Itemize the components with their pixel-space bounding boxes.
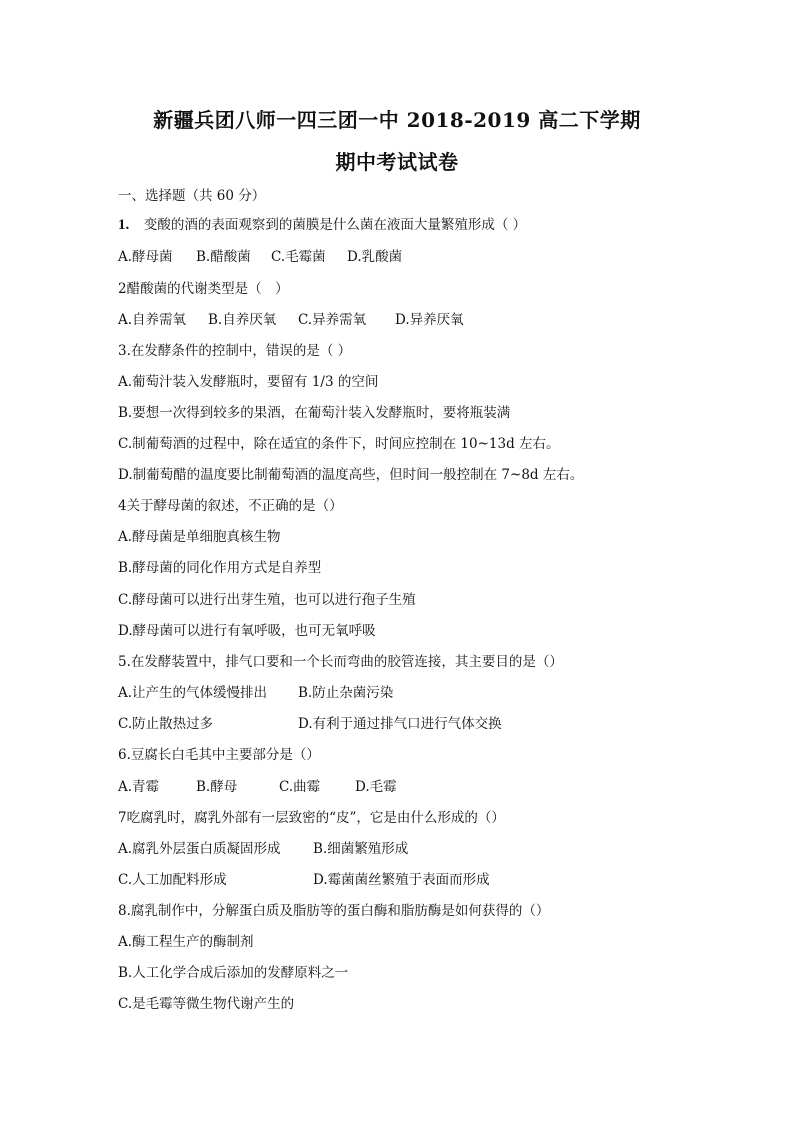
question-4-stem: 4关于酵母菌的叙述，不正确的是（） [118,498,343,514]
question-8-option-b: B.人工化学合成后添加的发酵原料之一 [118,965,349,981]
question-8-stem: 8.腐乳制作中，分解蛋白质及脂肪等的蛋白酶和脂肪酶是如何获得的（） [118,903,550,919]
question-7-option-d: D.霉菌菌丝繁殖于表面而形成 [313,872,490,888]
question-1-option-a: A.酵母菌 [118,249,173,265]
question-2-options [118,311,464,329]
question-5-stem: 5.在发酵装置中，排气口要和一个长而弯曲的胶管连接，其主要目的是（） [118,654,563,670]
question-1-option-c: C.毛霉菌 [271,249,326,265]
question-2-option-b: B.自养厌氧 [208,312,277,328]
question-1-option-d: D.乳酸菌 [347,249,403,265]
question-6-stem: 6.豆腐长白毛其中主要部分是（） [118,747,320,763]
question-1-stem: 变酸的酒的表面观察到的菌膜是什么菌在液面大量繁殖形成（ ） [143,217,527,233]
question-8-option-a: A.酶工程生产的酶制剂 [118,934,254,950]
question-3-option-c: C.制葡萄酒的过程中，除在适宜的条件下，时间应控制在 10~13d 左右。 [118,436,560,452]
question-3-option-a: A.葡萄汁装入发酵瓶时，要留有 1/3 的空间 [118,374,379,390]
question-7-option-c: C.人工加配料形成 [118,872,227,888]
question-2-stem: 2醋酸菌的代谢类型是（ ） [118,281,289,297]
question-7-option-a: A.腐乳外层蛋白质凝固形成 [118,841,281,857]
question-1-stem-row [118,216,526,234]
question-2-option-d: D.异养厌氧 [395,312,464,328]
question-6-option-d: D.毛霉 [355,779,397,795]
question-5-option-c: C.防止散热过多 [118,716,214,732]
question-5-options-row1 [118,684,393,702]
question-4-option-a: A.酵母菌是单细胞真核生物 [118,529,281,545]
question-6-option-b: B.酵母 [196,779,238,795]
question-7-option-b: B.细菌繁殖形成 [313,841,409,857]
question-3-option-b: B.要想一次得到较多的果酒，在葡萄汁装入发酵瓶时，要将瓶装满 [118,405,511,421]
question-4-option-b: B.酵母菌的同化作用方式是自养型 [118,560,322,576]
question-5-options-row2 [118,715,502,733]
question-6-options [118,778,397,796]
question-5-option-a: A.让产生的气体缓慢排出 [118,685,268,701]
section-heading: 一、选择题（共 60 分） [118,188,266,204]
question-8-option-c: C.是毛霉等微生物代谢产生的 [118,996,295,1012]
exam-title-line2: 期中考试试卷 [335,150,459,174]
question-7-options-row1 [118,840,408,858]
question-3-option-d: D.制葡萄醋的温度要比制葡萄酒的温度高些，但时间一般控制在 7~8d 左右。 [118,467,584,483]
question-4-option-d: D.酵母菌可以进行有氧呼吸，也可无氧呼吸 [118,623,376,639]
question-2-option-c: C.异养需氧 [298,312,367,328]
question-5-option-b: B.防止杂菌污染 [298,685,394,701]
question-7-stem: 7吃腐乳时，腐乳外部有一层致密的“皮”，它是由什么形成的（） [118,810,505,826]
question-6-option-c: C.曲霉 [279,779,321,795]
question-4-option-c: C.酵母菌可以进行出芽生殖，也可以进行孢子生殖 [118,592,416,608]
question-3-stem: 3.在发酵条件的控制中，错误的是（ ） [118,343,352,359]
question-1-number: 1. [118,217,130,233]
question-6-option-a: A.青霉 [118,779,160,795]
question-5-option-d: D.有利于通过排气口进行气体交换 [298,716,502,732]
question-7-options-row2 [118,871,490,889]
question-1-option-b: B.醋酸菌 [196,249,251,265]
question-1-options [118,248,402,266]
exam-title-line1: 新疆兵团八师一四三团一中 2018-2019 高二下学期 [153,108,641,132]
question-2-option-a: A.自养需氧 [118,312,187,328]
